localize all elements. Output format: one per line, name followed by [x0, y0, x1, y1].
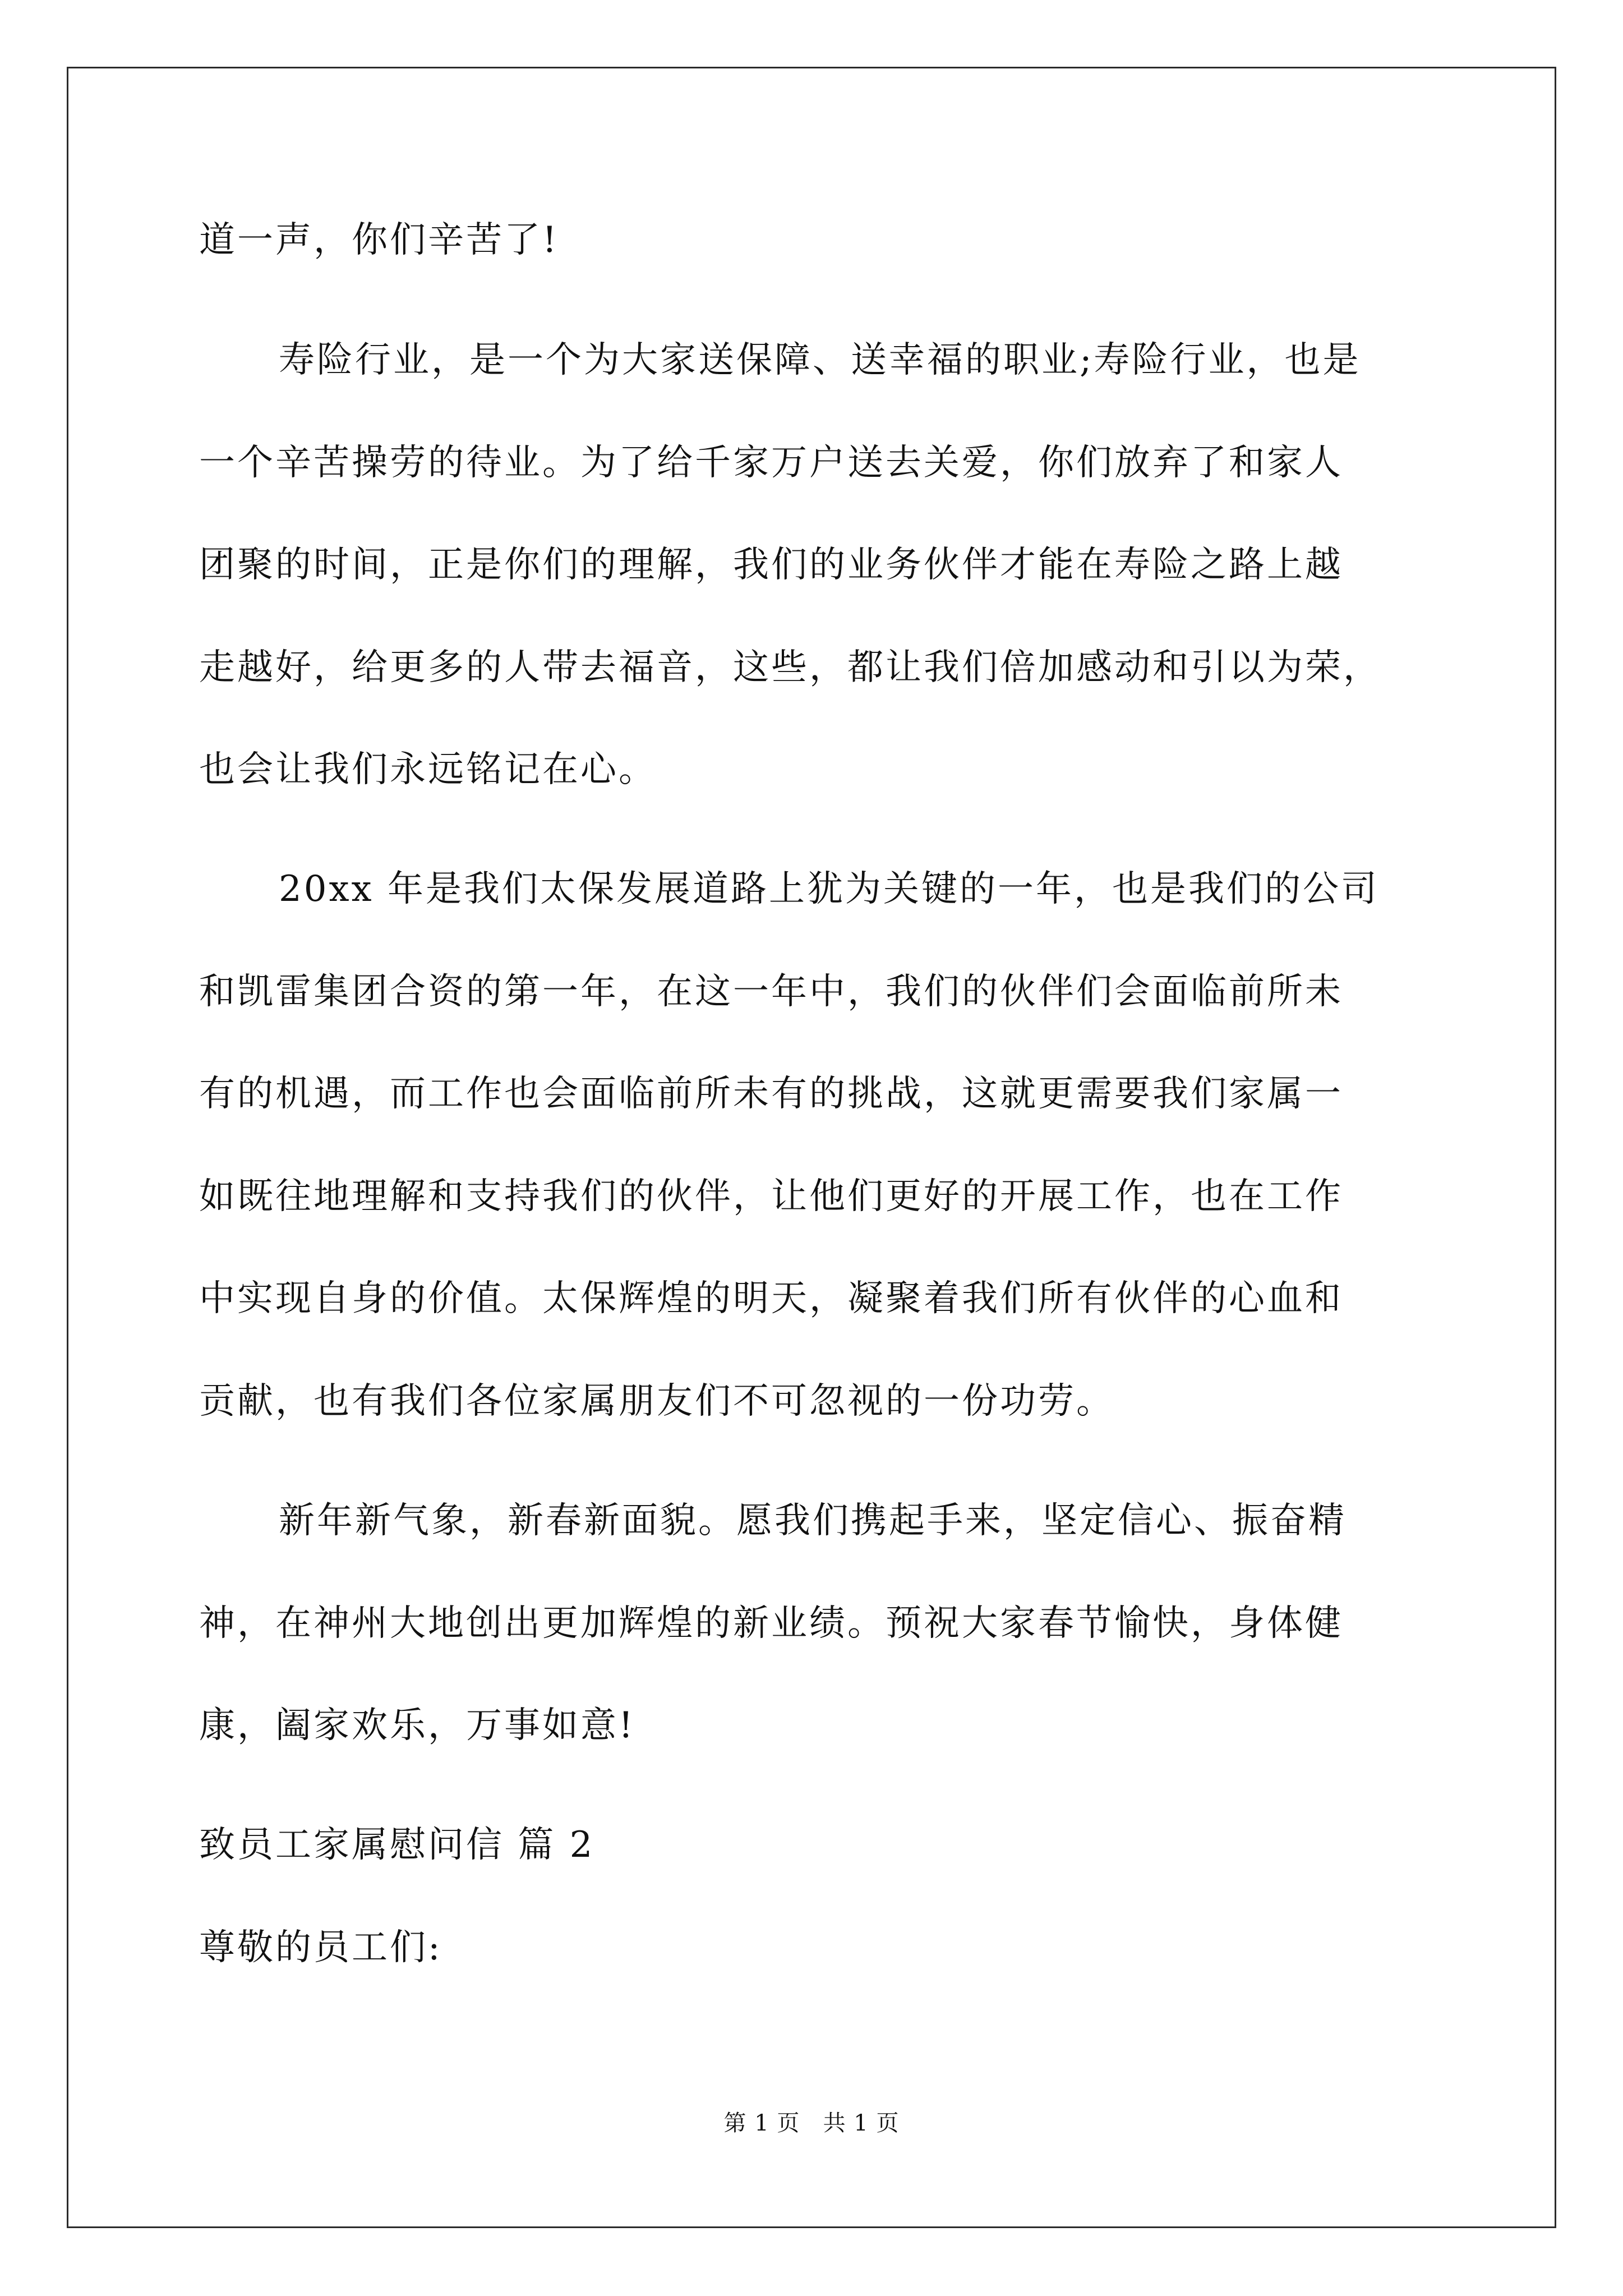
body-line: 有的机遇，而工作也会面临前所未有的挑战，这就更需要我们家属一 [199, 1073, 1343, 1115]
page-frame [67, 67, 1556, 2228]
body-line: 康，阖家欢乐，万事如意! [199, 1705, 635, 1746]
paragraph-start-line: 寿险行业，是一个为大家送保障、送幸福的职业;寿险行业，也是 [279, 339, 1361, 381]
salutation: 尊敬的员工们: [199, 1927, 442, 1968]
body-line: 团聚的时间，正是你们的理解，我们的业务伙伴才能在寿险之路上越 [199, 544, 1343, 586]
page-footer: 第 1 页 共 1 页 [723, 2110, 900, 2136]
body-line: 和凯雷集团合资的第一年，在这一年中，我们的伙伴们会面临前所未 [199, 971, 1343, 1013]
body-line: 一个辛苦操劳的待业。为了给千家万户送去关爱，你们放弃了和家人 [199, 442, 1343, 484]
body-line: 走越好，给更多的人带去福音，这些，都让我们倍加感动和引以为荣， [199, 647, 1381, 688]
body-line: 道一声，你们辛苦了! [199, 219, 559, 261]
body-line: 贡献，也有我们各位家属朋友们不可忽视的一份功劳。 [199, 1381, 1114, 1422]
section-heading: 致员工家属慰问信 篇 2 [199, 1824, 595, 1866]
body-line: 如既往地理解和支持我们的伙伴，让他们更好的开展工作，也在工作 [199, 1176, 1343, 1217]
paragraph-start-line: 20xx 年是我们太保发展道路上犹为关键的一年，也是我们的公司 [279, 868, 1379, 910]
body-line: 神，在神州大地创出更加辉煌的新业绩。预祝大家春节愉快，身体健 [199, 1603, 1343, 1644]
body-line: 也会让我们永远铭记在心。 [199, 749, 657, 790]
body-line: 中实现自身的价值。太保辉煌的明天，凝聚着我们所有伙伴的心血和 [199, 1278, 1343, 1319]
paragraph-start-line: 新年新气象，新春新面貌。愿我们携起手来，坚定信心、振奋精 [279, 1500, 1347, 1542]
